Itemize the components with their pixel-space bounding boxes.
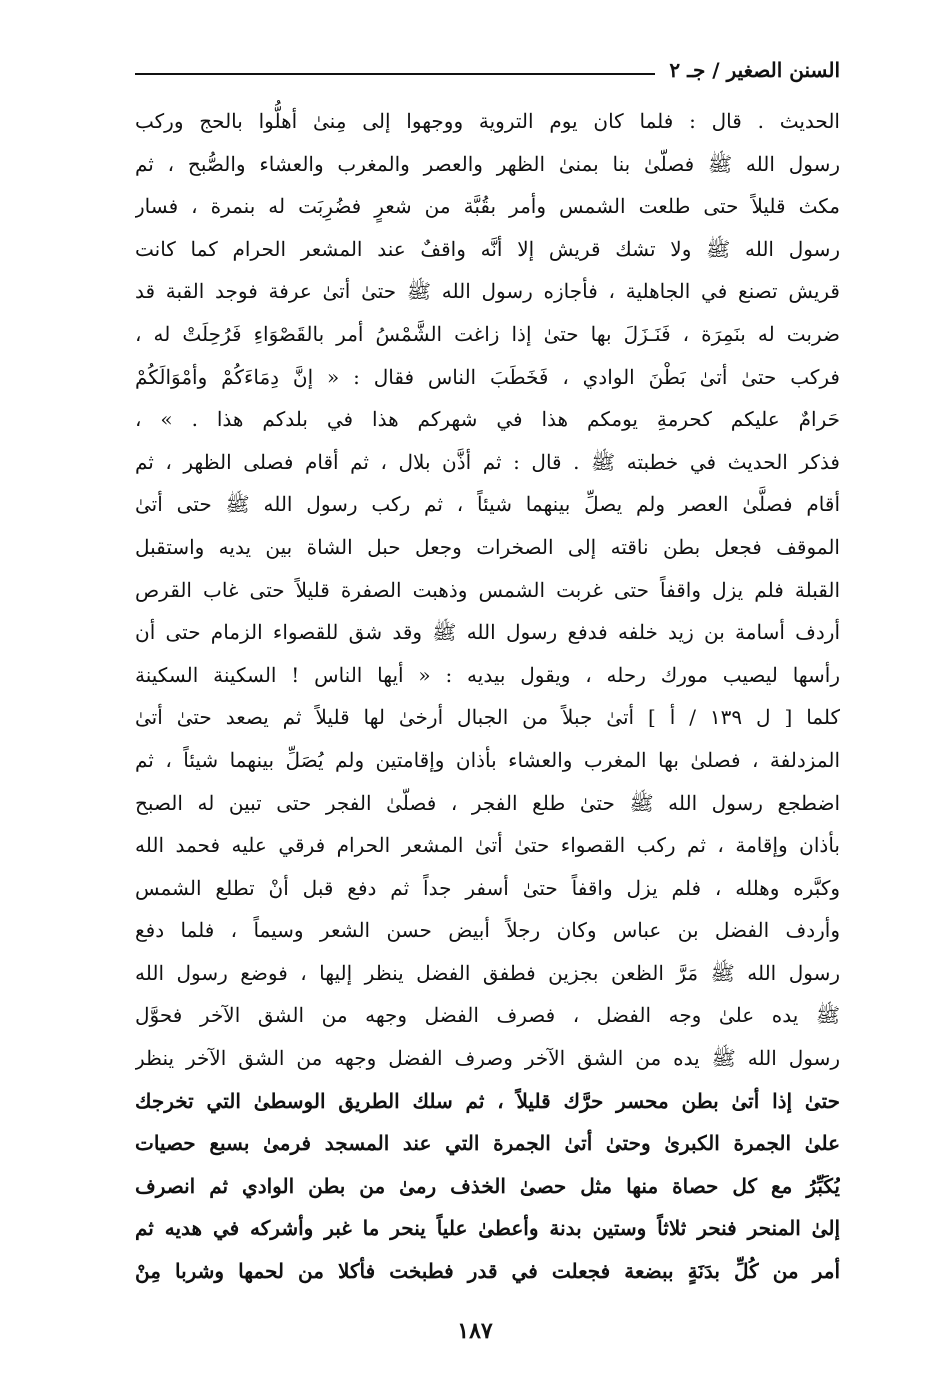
text-line: يُكَبِّرُ مع كل حصاة منها مثل حصىٰ الخذف رمىٰ من بطن الوادي ثم انصرف (135, 1173, 840, 1198)
body-text (135, 100, 840, 1293)
text-line: ﷺ يده علىٰ وجه الفضل ، فصرف الفضل وجهه من الشق الآخر فحوَّل (135, 1003, 840, 1028)
text-line: قريش تصنع في الجاهلية ، فأجازه رسول الله ﷺ حتىٰ أتىٰ عرفة فوجد القبة قد (135, 279, 840, 304)
text-line: رأسها ليصيب مورك رحله ، ويقول بيديه : « أيها الناس ! السكينة السكينة (135, 662, 840, 687)
text-line: كلما [ ل ١٣٩ / أ ] أتىٰ جبلاً من الجبال أرخىٰ لها قليلاً ثم يصعد حتىٰ أتىٰ (135, 705, 840, 730)
page-number: ١٨٧ (457, 1318, 493, 1344)
text-line: أقام فصلَّىٰ العصر ولم يصلِّ بينهما شيئاً ، ثم ركب رسول الله ﷺ حتى أتىٰ (135, 492, 840, 517)
text-line: وكبَّره وهلله ، فلم يزل واقفاً حتىٰ أسفر جداً ثم دفع قبل أنْ تطلع الشمس (135, 875, 840, 900)
header-rule (135, 73, 655, 75)
text-line: بأذان وإقامة ، ثم ركب القصواء حتىٰ أتىٰ المشعر الحرام فرقي عليه فحمد الله (135, 833, 840, 858)
text-line: إلىٰ المنحر فنحر ثلاثاً وستين بدنة وأعطىٰ علياً ينحر ما غبر وأشركه في هديه ثم (135, 1216, 840, 1241)
text-line: علىٰ الجمرة الكبرىٰ وحتىٰ أتىٰ الجمرة التي عند المسجد فرمىٰ بسبع حصيات (135, 1131, 840, 1156)
text-line: رسول الله ﷺ فصلّىٰ بنا بمنىٰ الظهر والعصر والمغرب والعشاء والصُّبح ، ثم (135, 151, 840, 176)
text-line: رسول الله ﷺ ولا تشك قريش إلا أنَّه واقفٌ عند المشعر الحرام كما كانت (135, 236, 840, 261)
text-line: فذكر الحديث في خطبته ﷺ . قال : ثم أذَّن بلال ، ثم أقام فصلى الظهر ، ثم (135, 449, 840, 474)
text-line: الموقف فجعل بطن ناقته إلى الصخرات وجعل حبل الشاة بين يديه واستقبل (135, 534, 840, 559)
text-line: رسول الله ﷺ مَرَّ الظعن بجزين فطفق الفضل ينظر إليها ، فوضع رسول الله (135, 960, 840, 985)
text-line: رسول الله ﷺ يده من الشق الآخر وصرف الفضل وجهه من الشق الآخر ينظر (135, 1046, 840, 1071)
text-line: القبلة فلم يزل واقفاً حتى غربت الشمس وذهبت الصفرة قليلاً حتى غاب القرص (135, 577, 840, 602)
text-line: أردف أسامة بن زيد خلفه فدفع رسول الله ﷺ وقد شق للقصواء الزمام حتى أن (135, 620, 840, 645)
text-line: المزدلفة ، فصلىٰ بها المغرب والعشاء بأذان وإقامتين ولم يُصَلِّ بينهما شيئاً ، ثم (135, 747, 840, 772)
text-line: حَرامٌ عليكم كحرمةِ يومكم هذا في شهركم هذا في بلدكم هذا . » ، (135, 407, 840, 432)
text-line: فركب حتىٰ أتىٰ بَطْنَ الوادي ، فَخَطَبَ الناس فقال : « إنَّ دِمَاءَكُمْ وأمْوَالَكُمْ (135, 364, 840, 389)
text-line: ضربت له بنَمِرَة ، فَنَـزَلَ بها حتىٰ إذا زاغت الشَّمْسُ أمر بالقَصْوَاءِ فَرُحِلَتْ له ، (135, 321, 840, 346)
text-line: وأردف الفضل بن عباس وكان رجلاً أبيض حسن الشعر وسيماً ، فلما دفع (135, 918, 840, 943)
running-header (135, 50, 840, 90)
text-line: اضطجع رسول الله ﷺ حتىٰ طلع الفجر ، فصلّىٰ الفجر حتى تبين له الصبح (135, 790, 840, 815)
text-line: حتىٰ إذا أتىٰ بطن محسر حرَّك قليلاً ، ثم سلك الطريق الوسطىٰ التي تخرجك (135, 1088, 840, 1113)
text-line: أمر من كُلِّ بدَنَةٍ ببضعة فجعلت في قدر فطبخت فأكلا من لحمها وشربا مِنْ (135, 1259, 840, 1284)
text-line: مكث قليلاً حتى طلعت الشمس وأمر بقُبَّة من شعرٍ فضُرِبَت له بنمرة ، فسار (135, 194, 840, 219)
text-line: الحديث . قال : فلما كان يوم التروية ووجهوا إلى مِنىٰ أهلُّوا بالحج وركب (135, 109, 840, 133)
running-title: السنن الصغير / جـ ٢ (669, 58, 840, 82)
